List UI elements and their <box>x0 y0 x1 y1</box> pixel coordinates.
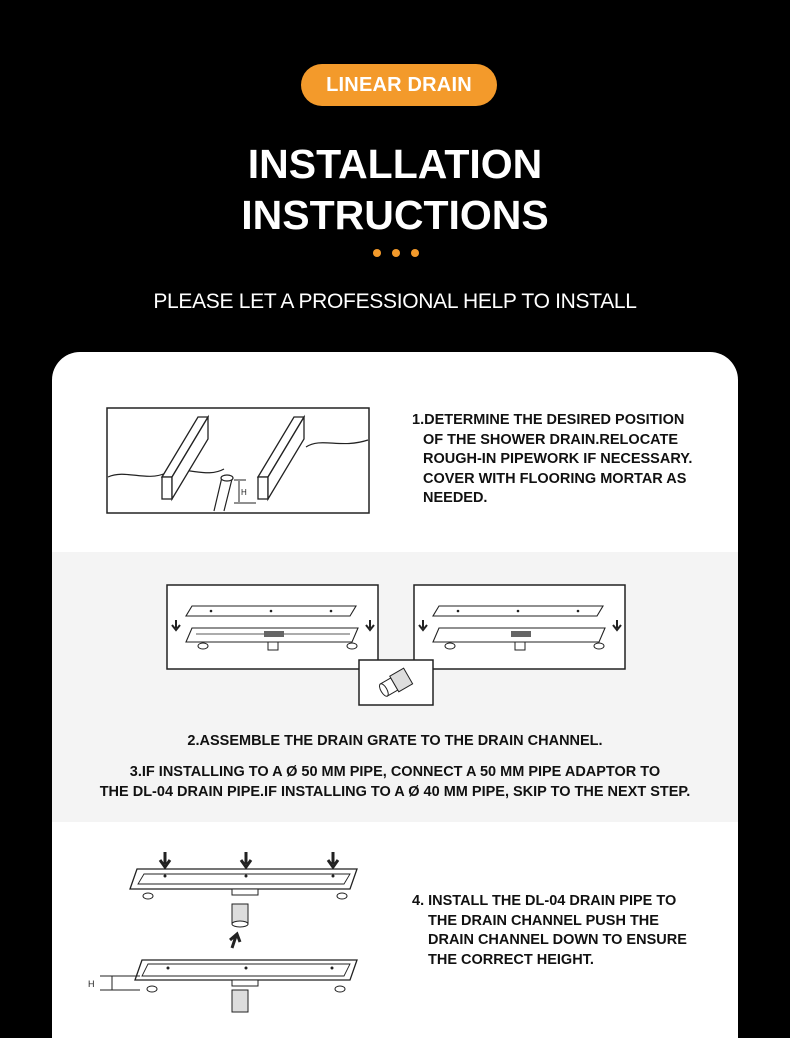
step-2-illustration-right <box>413 584 626 670</box>
page-subtitle: PLEASE LET A PROFESSIONAL HELP TO INSTALL <box>153 290 637 313</box>
step-2-text: 2.ASSEMBLE THE DRAIN GRATE TO THE DRAIN CHANNEL. <box>187 733 603 749</box>
pipe-adaptor-illustration <box>358 659 434 706</box>
step-1-illustration <box>106 407 370 515</box>
page-title-line-2: INSTRUCTIONS <box>241 192 549 238</box>
step-4-text: 4. INSTALL THE DL-04 DRAIN PIPE TO THE DRAIN CHANNEL PUSH THE DRAIN CHANNEL DOWN TO ENSURE THE CORRECT HEIGHT. <box>412 893 687 968</box>
step-4-illustration <box>82 852 362 1032</box>
page-title-line-1: INSTALLATION <box>247 141 543 187</box>
decorative-dots <box>371 249 421 259</box>
step-1-text: 1.DETERMINE THE DESIRED POSITION OF THE SHOWER DRAIN.RELOCATE ROUGH-IN PIPEWORK IF NECESSARY. COVER WITH FLOORING MORTAR AS NEEDED. <box>412 412 693 506</box>
height-label-step-4: H <box>88 979 95 989</box>
step-3-text: 3.IF INSTALLING TO A Ø 50 MM PIPE, CONNECT A 50 MM PIPE ADAPTOR TO THE DL-04 DRAIN PIPE.IF INSTALLING TO A Ø 40 MM PIPE, SKIP TO THE NEXT STEP. <box>99 764 691 800</box>
step-2-illustration-left <box>166 584 379 670</box>
instruction-card <box>52 352 738 1038</box>
category-badge: LINEAR DRAIN <box>301 64 497 106</box>
height-label: H <box>241 488 247 497</box>
